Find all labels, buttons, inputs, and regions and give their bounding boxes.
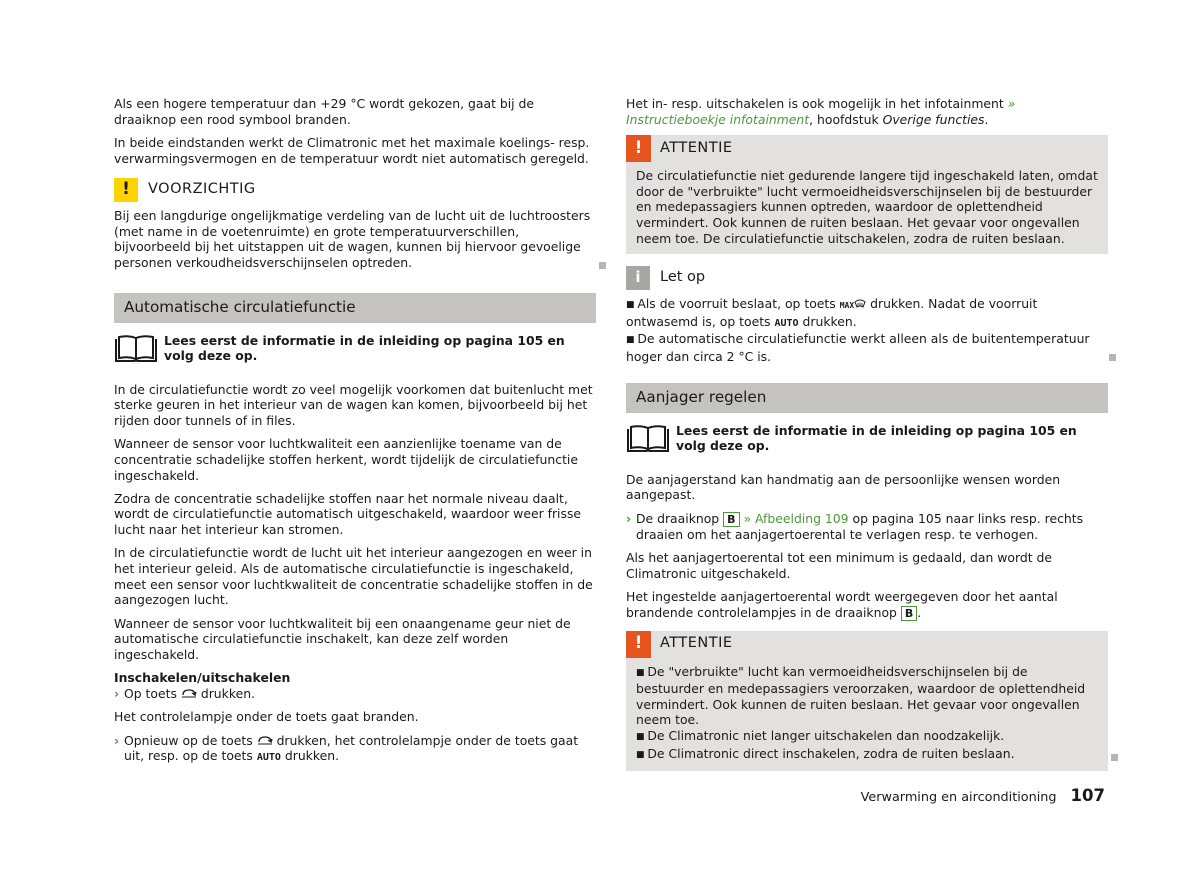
section-title-circulation: Automatische circulatiefunctie [114,293,596,323]
note-bullet: ■ De automatische circulatiefunctie werkt alleen als de buitentemperatuur hoger dan circa 2 °C is. [626,331,1108,364]
attention-bullet: ■ De "verbruikte" lucht kan vermoeidheidsverschijnselen bij de bestuurder en medepassagiers veroorzaken, waardoor de oplettendheid vermindert. Ook kunnen de ruiten beslaan. Het gevaar voor ongevallen neem toe. [636,664,1098,728]
note-header [626,266,1108,290]
caution-title: VOORZICHTIG [148,181,256,198]
text-part: . [917,604,922,620]
step-text-part: drukken. [284,748,340,764]
step [114,686,596,702]
step-text-part: drukken. [200,685,255,701]
paragraph: Wanneer de sensor voor luchtkwaliteit bij een onaangename geur niet de automatische circulatiefunctie inschakelt, kan deze zelf worden ingeschakeld. [114,615,571,662]
step [626,511,1108,543]
book-icon [114,333,158,363]
text-part: . [984,111,989,127]
exclamation-icon: ! [626,135,651,162]
book-icon [626,423,670,453]
info-note [114,333,596,364]
paragraph: Als een hogere temperatuur dan +29 °C wordt gekozen, gaat bij de draaiknop een rood symbool branden. [114,96,535,127]
attention-title: ATTENTIE [651,631,1108,658]
note-title: Let op [660,269,706,286]
subheading: Inschakelen/uitschakelen [114,670,291,686]
text-part: drukken. [802,313,857,329]
paragraph: Wanneer de sensor voor luchtkwaliteit een aanzienlijke toename van de concentratie schadelijke stoffen herkent, wordt tijdelijk de circulatiefunctie ingeschakeld. [114,436,578,483]
caution-text [114,208,596,270]
figure-label-box: B [901,606,917,621]
paragraph: Als het aanjagertoerental tot een minimum is gedaald, dan wordt de Climatronic uitgeschakeld. [626,550,1053,581]
windscreen-defrost-icon [854,299,866,308]
chevron-right-icon: › [114,732,120,748]
note-body [626,296,1108,364]
left-column [114,96,596,766]
note-bullet [626,296,1108,331]
paragraph: In beide eindstanden werkt de Climatronic met het maximale koelings- resp. verwarmingsvermogen en de temperatuur wordt niet automatisch geregeld. [114,134,590,166]
auto-symbol: AUTO [256,752,281,764]
step-text [636,511,1108,543]
paragraph [626,589,1108,621]
caution-header [114,178,596,202]
text-part: drukken. Nadat de voorruit ontwasemd is, op toets [626,296,1038,329]
step-text [124,733,596,766]
step [114,733,596,766]
info-text: Lees eerst de informatie in de inleiding op pagina 105 en volg deze op. [164,332,565,364]
paragraph: In de circulatiefunctie wordt zo veel mogelijk voorkomen dat buitenlucht met sterke geuren in het interieur van de wagen kan komen, bijvoorbeeld bij het rijden door tunnels of in files. [114,381,593,428]
exclamation-icon: ! [626,631,651,658]
step-text-part: Opnieuw op de toets [124,732,253,748]
text-part: De draaiknop [636,510,720,526]
step-text-part: drukken, het controlelampje onder de toets gaat uit, resp. op de toets [124,732,579,764]
attention-header [626,135,1108,162]
chevron-right-icon: › [114,685,120,701]
attention-box [626,631,1108,772]
attention-box [626,135,1108,254]
text-part: , hoofdstuk [809,111,879,127]
caution-body: Bij een langdurige ongelijkmatige verdeling van de lucht uit de luchtroosters (met name in de voetenruimte) en grote temperatuurverschillen, bijvoorbeeld bij het uitstappen uit de wagen, kunnen bij hiervoor gevoelige personen verkoudheidsverschijnselen optreden. [114,208,591,270]
paragraph: In de circulatiefunctie wordt de lucht uit het interieur aangezogen en weer in het interieur geleid. Als de automatische circulatiefunctie is ingeschakeld, meet een sensor voor luchtkwaliteit de concentratie schadelijke stoffen in de aangezogen lucht. [114,545,593,608]
end-marker-icon [599,262,606,269]
attention-header [626,631,1108,658]
paragraph: Zodra de concentratie schadelijke stoffen naar het normale niveau daalt, wordt de circulatiefunctie automatisch uitgeschakeld, waardoor weer frisse lucht naar het interieur kan stromen. [114,490,582,538]
figure-link[interactable]: » Afbeelding 109 [743,510,849,526]
page-footer [861,786,1105,805]
end-marker-icon [1111,754,1118,761]
text-part: Het ingestelde aanjagertoerental wordt weergegeven door het aantal brandende controlelampjes in de draaiknop [626,589,1058,620]
max-defrost-symbol: MAX [839,301,855,311]
chapter-title: Verwarming en airconditioning [860,790,1057,805]
info-icon: i [626,266,650,290]
info-text: Lees eerst de informatie in de inleiding op pagina 105 en volg deze op. [676,422,1077,454]
section-title-blower: Aanjager regelen [626,383,1108,413]
attention-body: De circulatiefunctie niet gedurende langere tijd ingeschakeld laten, omdat door de "verbruikte" lucht vermoeidheidsverschijnselen bij de bestuurder en medepassagiers kunnen optreden, waardoor de oplettendheid vermindert. Ook kunnen de ruiten beslaan. Het gevaar voor ongevallen neem toe. De circulatiefunctie uitschakelen, zodra de ruiten beslaan. [636,168,1098,246]
recirculation-icon [181,689,197,698]
info-note [626,423,1108,454]
attention-title: ATTENTIE [651,135,1108,162]
paragraph: De aanjagerstand kan handmatig aan de persoonlijke wensen worden aangepast. [626,471,1061,503]
step-text-part: Op toets [124,685,177,701]
chevron-right-icon: › [626,510,632,526]
text-part: Als de voorruit beslaat, op toets [637,296,836,312]
figure-label-box: B [723,512,739,527]
attention-body [626,664,1108,772]
paragraph: Het controlelampje onder de toets gaat branden. [114,709,419,725]
attention-bullet: ■ De Climatronic direct inschakelen, zodra de ruiten beslaan. [636,746,1098,764]
recirculation-icon [257,736,273,745]
cross-reference-link[interactable]: » Instructieboekje infotainment [626,96,1016,127]
attention-bullet: ■ De Climatronic niet langer uitschakelen dan noodzakelijk. [636,728,1098,746]
end-marker-icon [1109,354,1116,361]
right-column [626,96,1108,783]
page-number: 107 [1070,786,1105,805]
text-part: Het in- resp. uitschakelen is ook mogelijk in het infotainment [626,96,1004,111]
step-text [124,686,255,702]
auto-symbol: AUTO [774,317,799,329]
text-part: op pagina 105 naar links resp. rechts draaien om het aanjagertoerental te verlagen resp. te verhogen. [636,510,1084,542]
text-part: Overige functies [882,111,985,127]
paragraph [626,96,1108,127]
exclamation-icon: ! [114,178,138,202]
